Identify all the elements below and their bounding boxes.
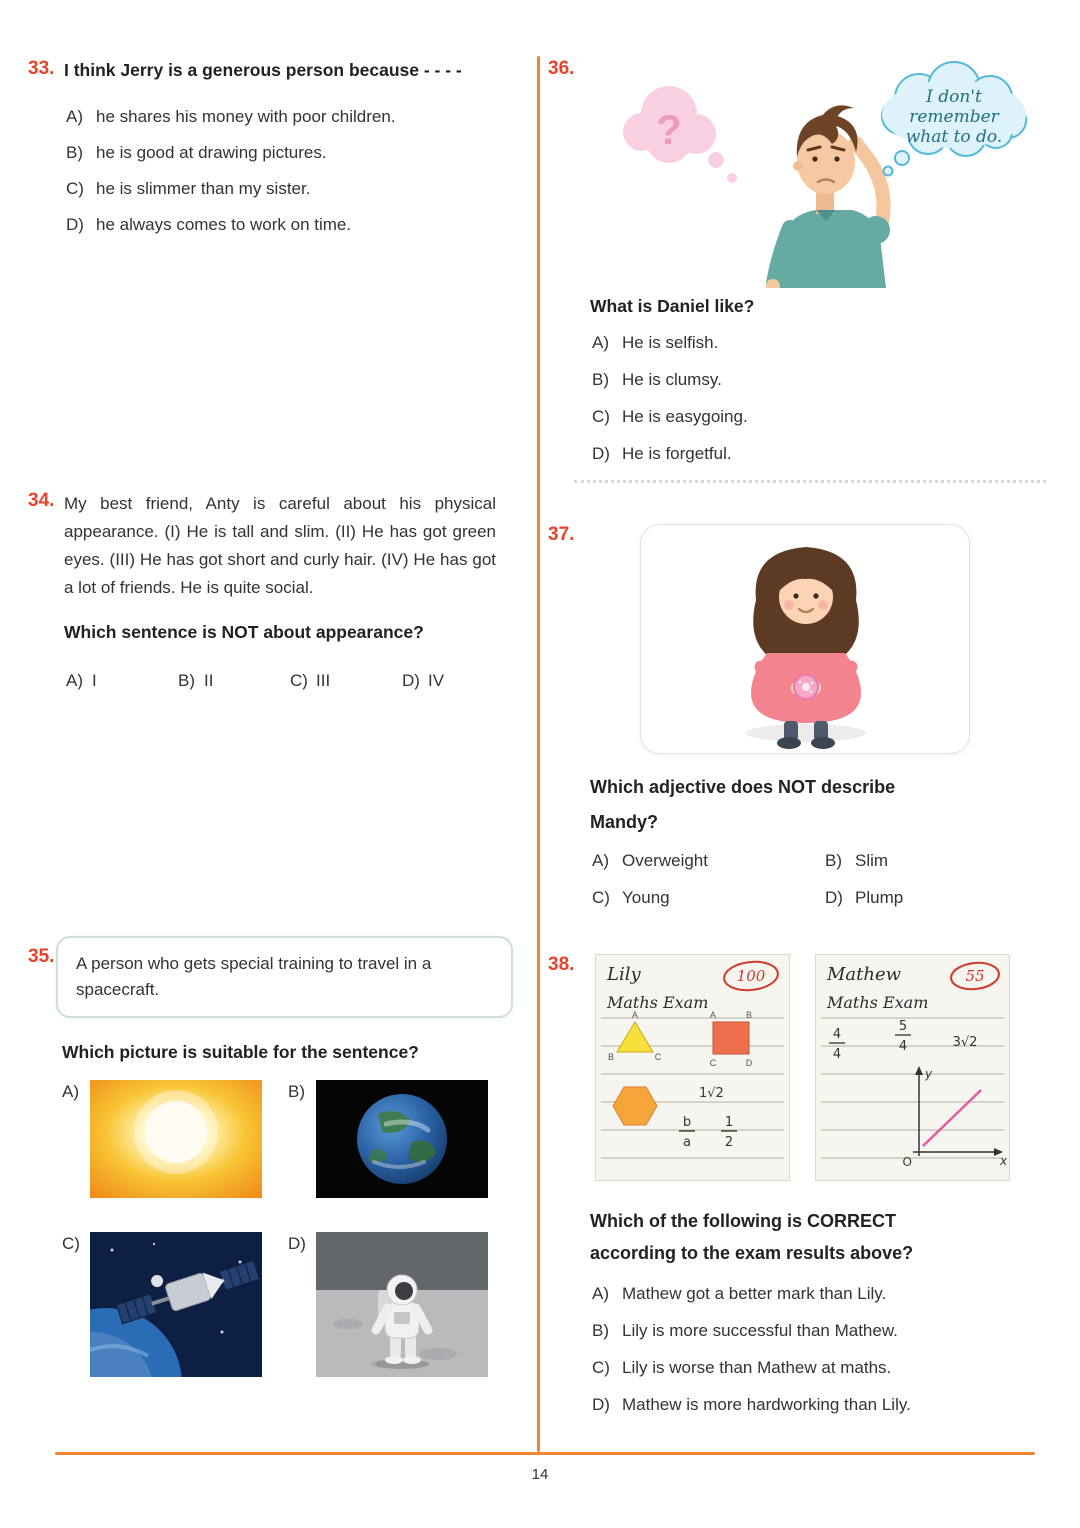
- option-label: A): [62, 1082, 79, 1101]
- option-label: C): [66, 179, 84, 198]
- fraction-numerator: 5: [898, 1019, 908, 1034]
- question-38-number: 38.: [548, 954, 575, 975]
- option-label: C): [290, 671, 308, 690]
- lily-exam-paper: [595, 954, 790, 1181]
- option-d: [592, 1394, 1053, 1416]
- option-text: He is easygoing.: [622, 407, 748, 426]
- question-35-number: 35.: [28, 946, 55, 967]
- option-b: [825, 850, 1053, 872]
- math-expression: 1√2: [699, 1086, 724, 1101]
- option-b: [592, 369, 1053, 391]
- option-b: [178, 670, 290, 692]
- fraction-denominator: a: [683, 1135, 691, 1150]
- square-label: B: [745, 1010, 753, 1020]
- score: 100: [736, 967, 766, 985]
- option-text: He is selfish.: [622, 333, 719, 352]
- question-35-stem: Which picture is suitable for the sentence?: [62, 1042, 419, 1062]
- option-a: [592, 1283, 1053, 1305]
- question-33-stem: I think Jerry is a generous person because - - - -: [64, 60, 462, 80]
- section-dotted-divider: [574, 480, 1046, 483]
- question-34-stem: Which sentence is NOT about appearance?: [64, 622, 424, 642]
- option-a: [592, 332, 1053, 354]
- question-34-options: [66, 670, 523, 692]
- option-label: B): [66, 143, 83, 162]
- question-33-number: 33.: [28, 58, 55, 79]
- x-axis-label: x: [1000, 1154, 1008, 1168]
- option-label: B): [592, 1321, 609, 1340]
- spacecraft-image: [90, 1232, 262, 1377]
- fraction-numerator: b: [682, 1115, 692, 1130]
- triangle-label: A: [631, 1010, 639, 1020]
- option-text: IV: [428, 671, 445, 690]
- option-text: II: [204, 671, 214, 690]
- question-36: [548, 58, 1053, 483]
- mandy-illustration: [640, 524, 970, 754]
- option-a: [66, 106, 523, 128]
- question-34: [28, 490, 523, 692]
- option-label: C): [592, 407, 610, 426]
- option-label: D): [402, 671, 420, 690]
- question-38-options: [592, 1283, 1053, 1416]
- option-label: B): [288, 1082, 305, 1101]
- question-36-number: 36.: [548, 58, 575, 79]
- option-text: Lily is worse than Mathew at maths.: [622, 1358, 892, 1377]
- definition-box: [56, 936, 513, 1018]
- bubble-line-1: I don't: [926, 87, 982, 107]
- picture-options: [62, 1080, 523, 1377]
- option-text: I: [92, 671, 97, 690]
- option-label: A): [592, 333, 609, 352]
- question-36-options: [592, 332, 1053, 465]
- option-label: D): [592, 1395, 610, 1414]
- option-text: Plump: [855, 888, 904, 907]
- option-label: A): [592, 851, 609, 870]
- option-label: C): [592, 888, 610, 907]
- fraction-numerator: 1: [724, 1115, 734, 1130]
- question-37: [548, 524, 1053, 909]
- y-axis-label: y: [925, 1067, 933, 1081]
- question-33-options: [66, 106, 523, 236]
- question-37-options: [592, 850, 1053, 909]
- question-mark: ?: [656, 106, 682, 153]
- square-shape: [713, 1022, 749, 1054]
- exam-title: Maths Exam: [827, 993, 929, 1012]
- option-text: he is slimmer than my sister.: [96, 179, 311, 198]
- question-38: [548, 954, 1053, 1431]
- option-d: [592, 443, 1053, 465]
- question-35: [28, 936, 523, 1377]
- option-text: Lily is more successful than Mathew.: [622, 1321, 898, 1340]
- option-d: [402, 670, 444, 692]
- option-label: D): [66, 215, 84, 234]
- option-label: B): [178, 671, 195, 690]
- option-label: D): [288, 1234, 306, 1253]
- column-divider: [537, 56, 540, 1452]
- option-text: he always comes to work on time.: [96, 215, 352, 234]
- option-label: B): [825, 851, 842, 870]
- question-34-number: 34.: [28, 490, 55, 511]
- option-text: Mathew is more hardworking than Lily.: [622, 1395, 911, 1414]
- option-label: A): [66, 107, 83, 126]
- option-c: [592, 887, 825, 909]
- option-text: He is forgetful.: [622, 444, 732, 463]
- option-text: III: [316, 671, 331, 690]
- question-33: [28, 58, 523, 250]
- square-label: A: [709, 1010, 717, 1020]
- option-text: Slim: [855, 851, 889, 870]
- option-text: Overweight: [622, 851, 708, 870]
- triangle-label: C: [654, 1052, 662, 1062]
- earth-image: [316, 1080, 488, 1198]
- footer-divider: [55, 1452, 1035, 1455]
- option-b: [592, 1320, 1053, 1342]
- option-b: [66, 142, 523, 164]
- definition-text: A person who gets special training to travel in a spacecraft.: [76, 954, 432, 999]
- student-name: Lily: [607, 964, 641, 985]
- option-text: he is good at drawing pictures.: [96, 143, 327, 162]
- mandy-figure: [751, 547, 861, 749]
- option-label: B): [592, 370, 609, 389]
- triangle-label: B: [607, 1052, 615, 1062]
- speech-bubble: [882, 62, 1026, 176]
- picture-row-1: [62, 1080, 523, 1198]
- option-c: [66, 178, 523, 200]
- daniel-illustration: [594, 58, 1053, 288]
- origin-label: O: [902, 1155, 912, 1169]
- bubble-line-3: what to do.: [905, 127, 1003, 147]
- fraction-denominator: 4: [898, 1039, 908, 1054]
- question-34-passage: My best friend, Anty is careful about his physical appearance. (I) He is tall and slim. (II) He has got green eyes. (III) He has got short and curly hair. (IV) He has got a lot of friends. He is quite social.: [64, 494, 496, 597]
- option-c: [290, 670, 402, 692]
- option-c: [592, 1357, 1053, 1379]
- square-label: D: [745, 1058, 753, 1068]
- mathew-exam-paper: [815, 954, 1010, 1181]
- square-label: C: [709, 1058, 717, 1068]
- exam-title: Maths Exam: [607, 993, 709, 1012]
- fraction-numerator: 4: [832, 1027, 842, 1042]
- page-number: 14: [531, 1466, 549, 1483]
- option-label: A): [66, 671, 83, 690]
- picture-row-2: [62, 1232, 523, 1377]
- student-name: Mathew: [827, 964, 902, 985]
- daniel-figure: [766, 105, 890, 288]
- option-text: Young: [622, 888, 670, 907]
- fraction-denominator: 4: [832, 1047, 842, 1062]
- score: 55: [965, 967, 985, 985]
- option-label: D): [592, 444, 610, 463]
- option-label: C): [62, 1234, 80, 1253]
- option-a: [66, 670, 178, 692]
- option-a: [592, 850, 825, 872]
- thought-cloud-icon: [623, 86, 737, 183]
- option-d: [66, 214, 523, 236]
- question-37-number: 37.: [548, 524, 575, 545]
- question-38-stem: Which of the following is CORRECT according to the exam results above?: [590, 1211, 914, 1263]
- option-text: He is clumsy.: [622, 370, 722, 389]
- option-label: A): [592, 1284, 609, 1303]
- exam-papers: [595, 954, 1053, 1181]
- option-text: Mathew got a better mark than Lily.: [622, 1284, 887, 1303]
- option-c: [592, 406, 1053, 428]
- fraction-denominator: 2: [724, 1135, 734, 1150]
- bubble-line-2: remember: [909, 107, 999, 127]
- option-label: D): [825, 888, 843, 907]
- math-expression: 3√2: [952, 1035, 978, 1050]
- question-37-stem: Which adjective does NOT describe Mandy?: [590, 777, 896, 832]
- astronaut-image: [316, 1232, 488, 1377]
- option-text: he shares his money with poor children.: [96, 107, 396, 126]
- option-label: C): [592, 1358, 610, 1377]
- sun-image: [90, 1080, 262, 1198]
- question-36-stem: What is Daniel like?: [590, 296, 755, 316]
- option-d: [825, 887, 1053, 909]
